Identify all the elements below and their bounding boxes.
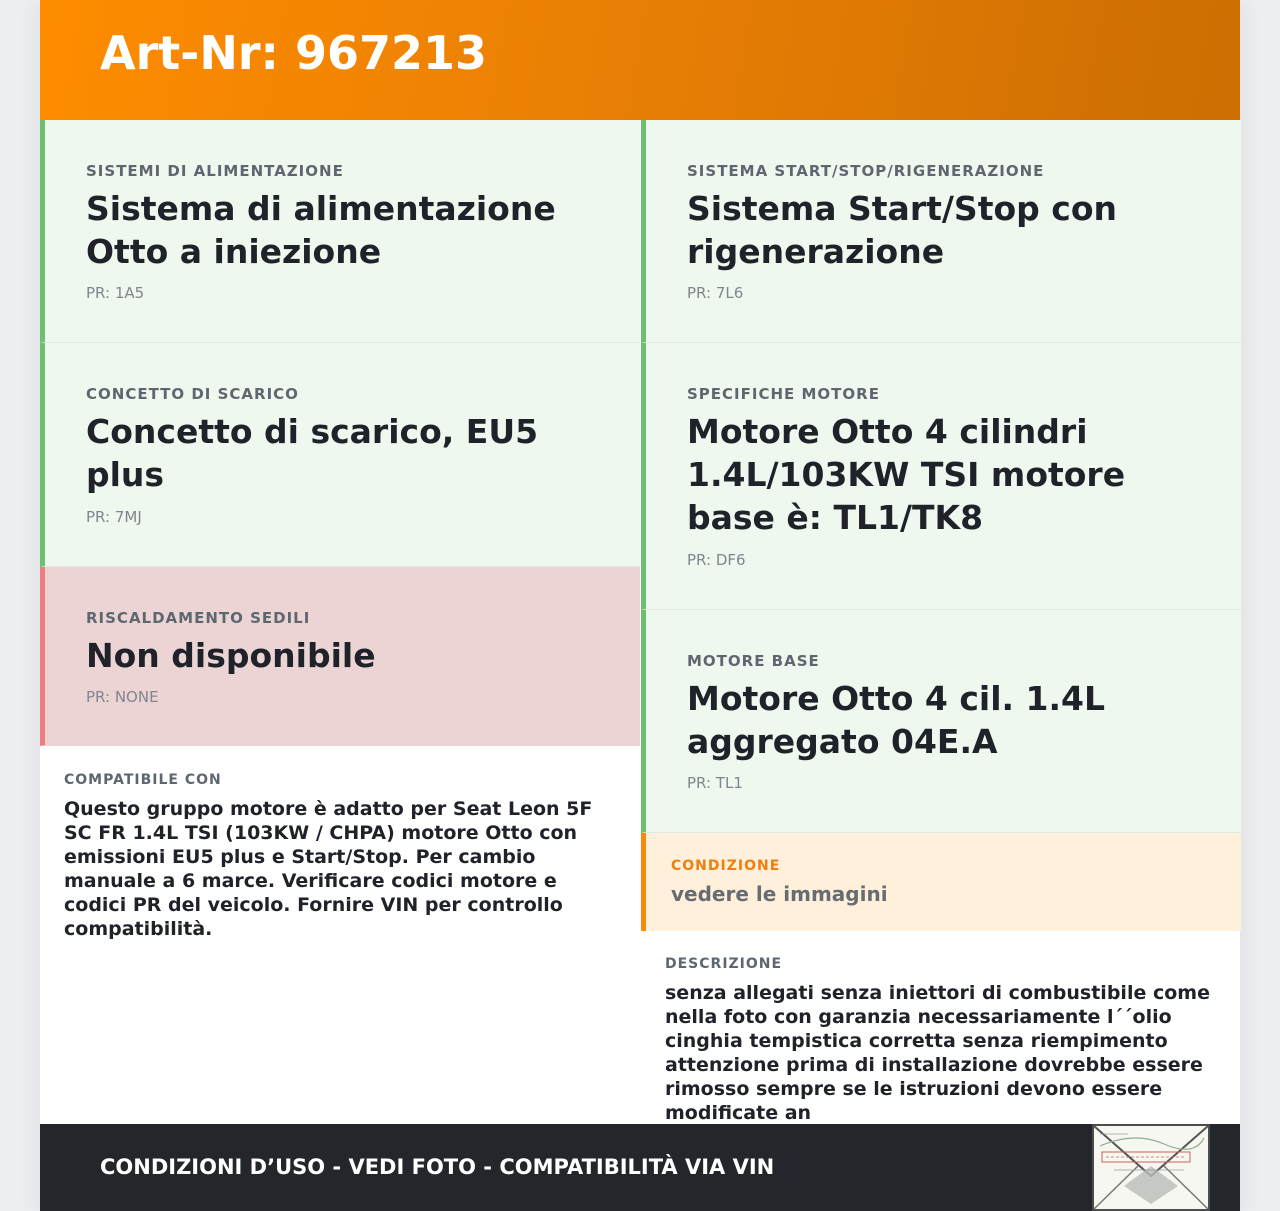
description-text: senza allegati senza iniettori di combustibile come nella foto con garanzia necessariamente l´´olio cinghia tempistica corretta senza riempimento attenzione prima di installazione dovrebbe essere rimosso sempre se le istruzioni devono essere modificate an: [665, 982, 1210, 1124]
compatibility-section: [64, 772, 624, 941]
condition-section: [641, 833, 1241, 931]
feature-category: SPECIFICHE MOTORE: [687, 385, 880, 403]
feature-value: Sistema Start/Stop con rigenerazione: [687, 189, 1117, 271]
description-label: DESCRIZIONE: [665, 956, 783, 972]
feature-card-base-engine: [641, 610, 1241, 833]
feature-card-start-stop: [641, 120, 1241, 343]
article-number-title: Art-Nr: 967213: [100, 26, 488, 80]
feature-category: RISCALDAMENTO SEDILI: [86, 609, 311, 627]
feature-card-seat-heating: [40, 567, 640, 746]
feature-value: Non disponibile: [86, 636, 376, 675]
condition-text: vedere le immagini: [671, 882, 888, 906]
feature-pr-code: PR: 7MJ: [86, 508, 142, 526]
feature-value: Motore Otto 4 cilindri 1.4L/103KW TSI motore base è: TL1/TK8: [687, 412, 1126, 537]
feature-category: MOTORE BASE: [687, 652, 820, 670]
compatibility-label: COMPATIBILE CON: [64, 772, 222, 788]
feature-card-fuel-system: [40, 120, 640, 343]
feature-category: SISTEMI DI ALIMENTAZIONE: [86, 162, 344, 180]
feature-pr-code: PR: 1A5: [86, 284, 145, 302]
feature-category: SISTEMA START/STOP/RIGENERAZIONE: [687, 162, 1045, 180]
feature-category: CONCETTO DI SCARICO: [86, 385, 299, 403]
product-sheet: [40, 0, 1240, 1211]
feature-value: Sistema di alimentazione Otto a iniezione: [86, 189, 556, 271]
feature-card-engine-specs: [641, 343, 1241, 610]
feature-pr-code: PR: 7L6: [687, 284, 744, 302]
condition-label: CONDIZIONE: [671, 858, 781, 874]
envelope-stamp-icon: [1092, 1124, 1210, 1211]
feature-pr-code: PR: TL1: [687, 774, 743, 792]
feature-card-exhaust: [40, 343, 640, 567]
feature-value: Concetto di scarico, EU5 plus: [86, 412, 539, 494]
compatibility-text: Questo gruppo motore è adatto per Seat Leon 5F SC FR 1.4L TSI (103KW / CHPA) motore Otto con emissioni EU5 plus e Start/Stop. Per cambio manuale a 6 marce. Verificare codici motore e codici PR del veicolo. Fornire VIN per controllo compatibilità.: [64, 798, 593, 940]
description-section: [665, 956, 1225, 1125]
header-banner: [40, 0, 1240, 120]
feature-value: Motore Otto 4 cil. 1.4L aggregato 04E.A: [687, 679, 1106, 761]
feature-pr-code: PR: NONE: [86, 688, 159, 706]
feature-pr-code: PR: DF6: [687, 551, 746, 569]
footer-bar: [40, 1124, 1240, 1211]
envelope-icon: [1094, 1126, 1208, 1209]
footer-text: CONDIZIONI D’USO - VEDI FOTO - COMPATIBILITÀ VIA VIN: [100, 1155, 775, 1179]
